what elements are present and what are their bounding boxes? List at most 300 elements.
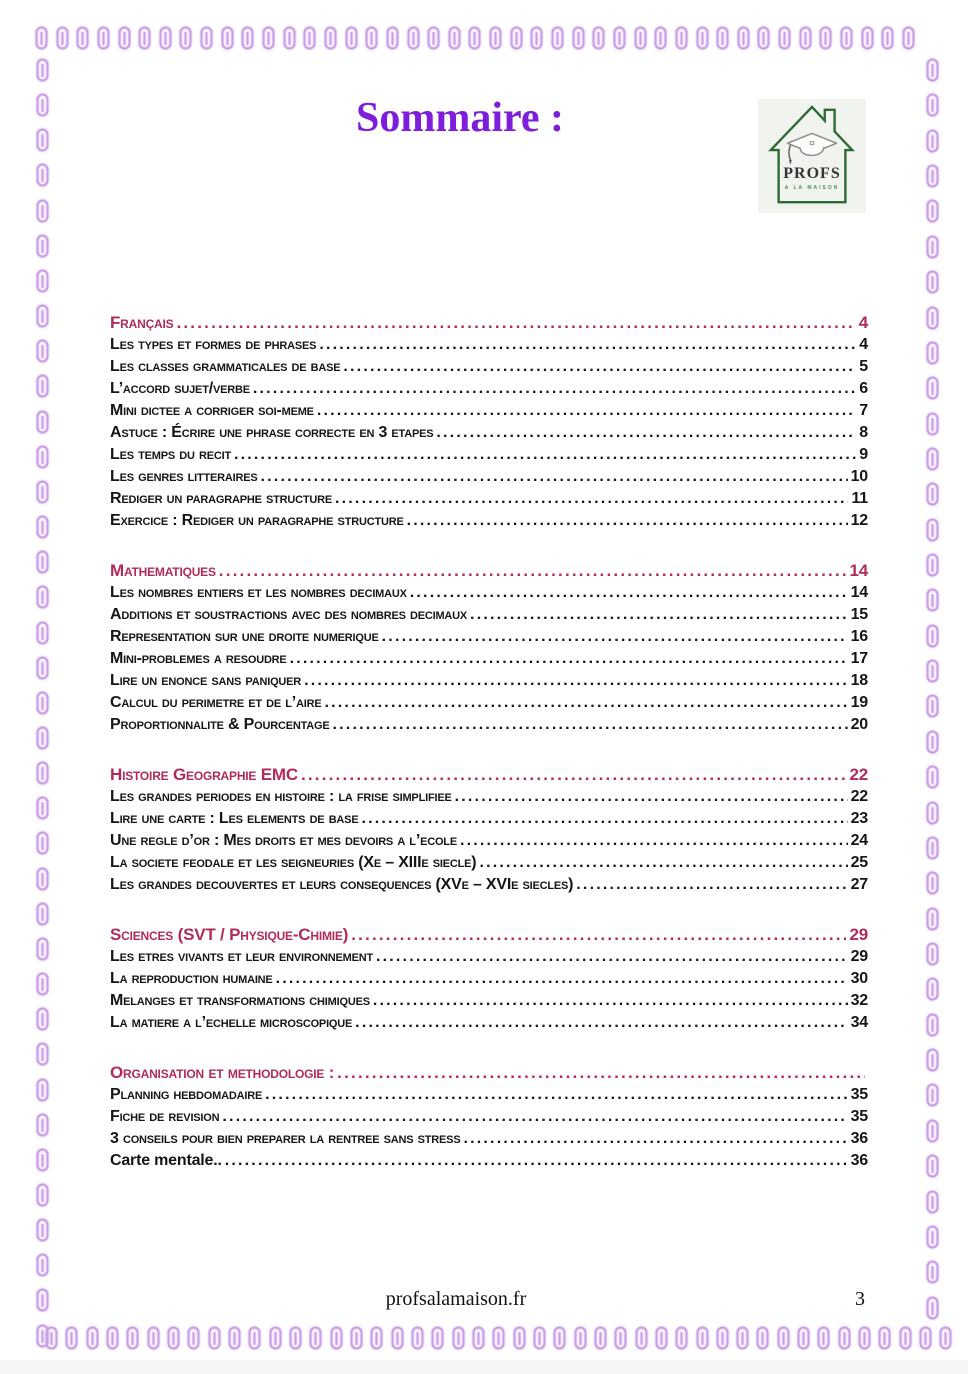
paperclip-icon xyxy=(696,1326,709,1350)
toc-entry-title: Les genres litteraires xyxy=(110,468,258,485)
paperclip-icon xyxy=(36,937,49,961)
paperclip-icon xyxy=(926,659,939,683)
toc-entry xyxy=(110,488,868,510)
paperclip-icon xyxy=(36,691,49,715)
paperclip-icon xyxy=(35,26,48,50)
toc-entry-title: Les nombres entiers et les nombres decimaux xyxy=(110,584,407,601)
toc-entry-page: 36 xyxy=(850,1152,868,1169)
paperclip-icon xyxy=(106,1326,119,1350)
toc-entry-title: Les grandes periodes en histoire : la frise simplifiee xyxy=(110,788,452,805)
leader-dots xyxy=(234,444,856,466)
leader-dots xyxy=(261,466,848,488)
toc-entry-page: 24 xyxy=(850,832,868,849)
paperclip-icon xyxy=(797,1326,810,1350)
paperclip-icon xyxy=(926,942,939,966)
paperclip-icon xyxy=(36,1078,49,1102)
toc-entry-title: Les types et formes de phrases xyxy=(110,336,317,353)
leader-dots xyxy=(333,714,848,736)
paperclip-icon xyxy=(36,550,49,574)
paperclip-icon xyxy=(36,515,49,539)
paperclip-icon xyxy=(36,902,49,926)
toc-entry xyxy=(110,422,868,444)
paperclip-icon xyxy=(147,1326,160,1350)
paperclip-icon xyxy=(926,1190,939,1214)
toc-section-heading xyxy=(110,764,868,786)
paperclip-icon xyxy=(36,58,49,82)
paperclip-icon xyxy=(777,1326,790,1350)
toc-entry-page: 27 xyxy=(850,876,868,893)
paperclip-icon xyxy=(926,1083,939,1107)
paperclip-icon xyxy=(36,410,49,434)
toc-section-heading xyxy=(110,924,868,946)
paperclip-icon xyxy=(926,129,939,153)
toc-entry xyxy=(110,1012,868,1034)
leader-dots xyxy=(455,786,848,808)
paperclip-icon xyxy=(510,26,523,50)
paperclip-icon xyxy=(36,1218,49,1242)
logo-subtitle: A LA MAISON xyxy=(784,185,840,191)
leader-dots xyxy=(253,378,856,400)
paperclip-icon xyxy=(756,1326,769,1350)
paperclip-icon xyxy=(36,1253,49,1277)
paperclip-icon xyxy=(861,26,874,50)
paperclip-icon xyxy=(926,58,939,82)
paperclip-icon xyxy=(840,26,853,50)
toc-entry-page: 34 xyxy=(850,1014,868,1031)
paperclip-icon xyxy=(36,1148,49,1172)
paperclip-icon xyxy=(757,26,770,50)
toc-entry-title: Representation sur une droite numerique xyxy=(110,628,379,645)
paperclip-icon xyxy=(36,1113,49,1137)
toc-entry-page: 25 xyxy=(850,854,868,871)
toc-entry-title: La reproduction humaine xyxy=(110,970,273,987)
toc-entry-title: La societe feodale et les seigneuries (Xe – XIIIe siecle) xyxy=(110,854,477,871)
leader-dots xyxy=(301,764,847,786)
paperclip-icon xyxy=(324,26,337,50)
paperclip-icon xyxy=(36,1042,49,1066)
paperclip-icon xyxy=(36,621,49,645)
paperclip-icon xyxy=(858,1326,871,1350)
toc-entry xyxy=(110,1106,868,1128)
toc-entry xyxy=(110,692,868,714)
toc-entry-title: Fiche de revision xyxy=(110,1108,220,1125)
paperclip-icon xyxy=(926,977,939,1001)
paperclip-icon xyxy=(411,1326,424,1350)
toc-section xyxy=(110,764,868,896)
paperclip-icon xyxy=(36,339,49,363)
paperclip-icon xyxy=(926,482,939,506)
paperclip-icon xyxy=(926,801,939,825)
paperclip-icon xyxy=(675,1326,688,1350)
toc-entry xyxy=(110,874,868,896)
paperclip-icon xyxy=(819,26,832,50)
toc-entry-page: 19 xyxy=(850,694,868,711)
paperclip-icon xyxy=(262,26,275,50)
toc-entry-page: 15 xyxy=(850,606,868,623)
paperclip-icon xyxy=(36,199,49,223)
paperclip-icon xyxy=(56,26,69,50)
paperclip-icon xyxy=(303,26,316,50)
paperclip-icon xyxy=(799,26,812,50)
toc-entry xyxy=(110,830,868,852)
paperclip-icon xyxy=(448,26,461,50)
paperclip-icon xyxy=(817,1326,830,1350)
paperclip-icon xyxy=(187,1326,200,1350)
paperclip-icon xyxy=(926,588,939,612)
paperclip-icon xyxy=(553,1326,566,1350)
paperclip-icon xyxy=(76,26,89,50)
toc-entry-page: 11 xyxy=(851,490,868,507)
leader-dots xyxy=(479,852,847,874)
paperclip-icon xyxy=(926,1048,939,1072)
leader-dots xyxy=(265,1084,848,1106)
leader-dots xyxy=(361,808,847,830)
paperclip-icon xyxy=(716,1326,729,1350)
toc-entry-title: Les temps du recit xyxy=(110,446,231,463)
toc-entry xyxy=(110,510,868,532)
toc-entry-page: 35 xyxy=(850,1086,868,1103)
paperclip-icon xyxy=(926,518,939,542)
paperclip-icon xyxy=(592,26,605,50)
leader-dots xyxy=(276,968,848,990)
paperclip-icon xyxy=(118,26,131,50)
paperclip-icon xyxy=(926,341,939,365)
leader-dots xyxy=(351,924,846,946)
toc-entry-page: 30 xyxy=(850,970,868,987)
paperclip-icon xyxy=(926,376,939,400)
paperclip-icon xyxy=(655,1326,668,1350)
toc-entry-title: Les grandes decouvertes et leurs consequences (XVe – XVIe siecles) xyxy=(110,876,574,893)
paperclip-icon xyxy=(489,26,502,50)
leader-dots xyxy=(304,670,848,692)
paperclip-icon xyxy=(926,1260,939,1284)
paperclip-icon xyxy=(654,26,667,50)
paperclip-icon xyxy=(452,1326,465,1350)
paperclip-icon xyxy=(36,480,49,504)
toc-entry-page: 12 xyxy=(850,512,868,529)
paperclip-icon xyxy=(838,1326,851,1350)
paperclip-icon xyxy=(407,26,420,50)
toc-entry xyxy=(110,1084,868,1106)
toc-section-heading xyxy=(110,560,868,582)
toc-section-heading-title: Histoire Geographie EMC xyxy=(110,765,298,784)
paperclip-icon xyxy=(492,1326,505,1350)
toc-entry-title: Astuce : Écrire une phrase correcte en 3 etapes xyxy=(110,424,434,441)
toc-entry-page: 16 xyxy=(850,628,868,645)
paperclip-icon xyxy=(138,26,151,50)
leader-dots xyxy=(382,626,848,648)
toc-entry xyxy=(110,466,868,488)
paperclip-icon xyxy=(899,1326,912,1350)
paperclip-icon xyxy=(97,26,110,50)
toc-entry-page: 22 xyxy=(850,788,868,805)
toc-entry-page: 6 xyxy=(859,380,868,397)
toc-entry xyxy=(110,356,868,378)
toc-entry-title: Lire un enonce sans paniquer xyxy=(110,672,302,689)
decorative-border-top xyxy=(35,26,915,50)
toc-entry xyxy=(110,808,868,830)
paperclip-icon xyxy=(926,836,939,860)
leader-dots xyxy=(410,582,848,604)
toc-entry xyxy=(110,786,868,808)
paperclip-icon xyxy=(159,26,172,50)
toc-section-heading xyxy=(110,312,868,334)
toc-entry xyxy=(110,946,868,968)
paperclip-icon xyxy=(696,26,709,50)
paperclip-icon xyxy=(391,1326,404,1350)
graduation-cap-icon xyxy=(787,133,836,164)
paperclip-icon xyxy=(902,26,915,50)
paperclip-icon xyxy=(919,1326,932,1350)
paperclip-icon xyxy=(309,1326,322,1350)
paperclip-icon xyxy=(167,1326,180,1350)
paperclip-icon xyxy=(737,26,750,50)
paperclip-icon xyxy=(926,1225,939,1249)
paperclip-icon xyxy=(36,128,49,152)
leader-dots xyxy=(219,560,847,582)
paperclip-icon xyxy=(36,656,49,680)
house-icon xyxy=(758,99,866,213)
paperclip-icon xyxy=(36,831,49,855)
toc-entry-page: 20 xyxy=(850,716,868,733)
toc-entry-page: 8 xyxy=(859,424,868,441)
toc-entry-page: 29 xyxy=(850,948,868,965)
paperclip-icon xyxy=(36,269,49,293)
paperclip-icon xyxy=(594,1326,607,1350)
paperclip-icon xyxy=(881,26,894,50)
toc-section xyxy=(110,312,868,532)
toc-entry-title: Melanges et transformations chimiques xyxy=(110,992,370,1009)
leader-dots xyxy=(355,1012,847,1034)
paperclip-icon xyxy=(365,26,378,50)
leader-dots xyxy=(319,334,856,356)
leader-dots xyxy=(317,400,856,422)
paperclip-icon xyxy=(513,1326,526,1350)
paperclip-icon xyxy=(926,1013,939,1037)
paperclip-icon xyxy=(427,26,440,50)
leader-dots xyxy=(576,874,847,896)
leader-dots xyxy=(335,488,848,510)
toc-entry-title: Rediger un paragraphe structure xyxy=(110,490,332,507)
toc-entry-page: 14 xyxy=(850,584,868,601)
toc-entry-title: Lire une carte : Les elements de base xyxy=(110,810,359,827)
paperclip-icon xyxy=(716,26,729,50)
paperclip-icon xyxy=(736,1326,749,1350)
paperclip-icon xyxy=(36,445,49,469)
leader-dots xyxy=(373,990,848,1012)
paperclip-icon xyxy=(574,1326,587,1350)
paperclip-icon xyxy=(221,26,234,50)
leader-dots xyxy=(337,1062,865,1084)
paperclip-icon xyxy=(65,1326,78,1350)
leader-dots xyxy=(407,510,848,532)
toc-entry xyxy=(110,626,868,648)
paperclip-icon xyxy=(926,907,939,931)
toc-entry xyxy=(110,648,868,670)
paperclip-icon xyxy=(386,26,399,50)
toc-entry xyxy=(110,714,868,736)
toc-section-heading-title: Sciences (SVT / Physique-Chimie) xyxy=(110,925,349,944)
footer-page-number: 3 xyxy=(855,1288,865,1310)
paperclip-icon xyxy=(926,447,939,471)
paperclip-icon xyxy=(370,1326,383,1350)
paperclip-icon xyxy=(283,26,296,50)
toc-section-heading-page: 22 xyxy=(849,765,868,784)
paperclip-icon xyxy=(634,26,647,50)
paperclip-icon xyxy=(36,93,49,117)
toc-entry-title: Proportionnalite & Pourcentage xyxy=(110,716,330,733)
paperclip-icon xyxy=(926,624,939,648)
paperclip-icon xyxy=(241,26,254,50)
toc-entry-title: Les classes grammaticales de base xyxy=(110,358,341,375)
toc-entry-title: Carte mentale.. xyxy=(110,1152,222,1169)
paperclip-icon xyxy=(36,761,49,785)
toc-entry-title: Mini-problemes a resoudre xyxy=(110,650,287,667)
paperclip-icon xyxy=(36,726,49,750)
paperclip-icon xyxy=(926,553,939,577)
paperclip-icon xyxy=(530,26,543,50)
paperclip-icon xyxy=(926,93,939,117)
toc-entry-page: 5 xyxy=(859,358,868,375)
paperclip-icon xyxy=(926,306,939,330)
toc-entry-page: 4 xyxy=(859,336,868,353)
decorative-border-left xyxy=(36,58,49,1348)
leader-dots xyxy=(436,422,856,444)
toc-entry-title: La matiere a l’echelle microscopique xyxy=(110,1014,353,1031)
page-title: Sommaire : xyxy=(355,95,564,141)
toc-entry xyxy=(110,604,868,626)
leader-dots xyxy=(376,946,848,968)
toc-entry-title: Additions et soustractions avec des nombres decimaux xyxy=(110,606,468,623)
paperclip-icon xyxy=(86,1326,99,1350)
paperclip-icon xyxy=(36,1183,49,1207)
toc-entry-page: 9 xyxy=(859,446,868,463)
paperclip-icon xyxy=(551,26,564,50)
leader-dots xyxy=(225,1150,848,1172)
paperclip-icon xyxy=(926,270,939,294)
paperclip-icon xyxy=(179,26,192,50)
leader-dots xyxy=(222,1106,847,1128)
paperclip-icon xyxy=(36,234,49,258)
toc-entry xyxy=(110,670,868,692)
paperclip-icon xyxy=(228,1326,241,1350)
logo-text: PROFS xyxy=(783,165,841,182)
paperclip-icon xyxy=(208,1326,221,1350)
paperclip-icon xyxy=(36,163,49,187)
toc-section-heading-title: Mathematiques xyxy=(110,561,216,580)
paperclip-icon xyxy=(468,26,481,50)
toc-entry-page: 17 xyxy=(850,650,868,667)
paperclip-icon xyxy=(36,374,49,398)
toc-entry-title: 3 conseils pour bien preparer la rentree sans stress xyxy=(110,1130,461,1147)
toc-entry-page: 36 xyxy=(850,1130,868,1147)
paperclip-icon xyxy=(926,765,939,789)
paperclip-icon xyxy=(878,1326,891,1350)
paperclip-icon xyxy=(926,871,939,895)
toc-entry xyxy=(110,444,868,466)
toc-section xyxy=(110,1062,868,1172)
decorative-border-right xyxy=(926,58,939,1320)
toc-entry-page: 10 xyxy=(850,468,868,485)
paperclip-icon xyxy=(926,730,939,754)
toc-section xyxy=(110,560,868,736)
paperclip-icon xyxy=(926,1296,939,1320)
leader-dots xyxy=(470,604,848,626)
toc-section-heading-page: 4 xyxy=(858,313,868,332)
paperclip-icon xyxy=(36,796,49,820)
toc-entry-title: Les etres vivants et leur environnement xyxy=(110,948,373,965)
paperclip-icon xyxy=(126,1326,139,1350)
toc-entry xyxy=(110,334,868,356)
paperclip-icon xyxy=(36,585,49,609)
table-of-contents xyxy=(110,312,868,1172)
paperclip-icon xyxy=(926,1119,939,1143)
leader-dots xyxy=(325,692,848,714)
paperclip-icon xyxy=(269,1326,282,1350)
paperclip-icon xyxy=(926,235,939,259)
profs-a-la-maison-logo xyxy=(758,99,866,213)
footer-site-url: profsalamaison.fr xyxy=(385,1288,527,1310)
leader-dots xyxy=(290,648,848,670)
toc-entry-title: Calcul du perimetre et de l’aire xyxy=(110,694,322,711)
paperclip-icon xyxy=(36,1324,49,1348)
paperclip-icon xyxy=(36,867,49,891)
paperclip-icon xyxy=(926,164,939,188)
paperclip-icon xyxy=(926,199,939,223)
toc-entry-page: 18 xyxy=(850,672,868,689)
paperclip-icon xyxy=(926,412,939,436)
paperclip-icon xyxy=(675,26,688,50)
paperclip-icon xyxy=(614,1326,627,1350)
leader-dots xyxy=(463,1128,847,1150)
toc-section-heading-page: 14 xyxy=(849,561,868,580)
toc-entry xyxy=(110,968,868,990)
paperclip-icon xyxy=(350,1326,363,1350)
paperclip-icon xyxy=(330,1326,343,1350)
paperclip-icon xyxy=(572,26,585,50)
toc-section-heading xyxy=(110,1062,868,1084)
decorative-border-bottom xyxy=(45,1326,953,1350)
paperclip-icon xyxy=(635,1326,648,1350)
toc-entry xyxy=(110,1150,868,1172)
paperclip-icon xyxy=(36,972,49,996)
toc-entry-title: Une regle d’or : Mes droits et mes devoirs a l’ecole xyxy=(110,832,457,849)
leader-dots xyxy=(460,830,848,852)
toc-section-heading-title: Français xyxy=(110,313,174,332)
toc-entry-page: 7 xyxy=(859,402,868,419)
paperclip-icon xyxy=(36,304,49,328)
paperclip-icon xyxy=(778,26,791,50)
paperclip-icon xyxy=(200,26,213,50)
leader-dots xyxy=(343,356,856,378)
page-edge-strip xyxy=(0,1360,968,1374)
paperclip-icon xyxy=(939,1326,952,1350)
toc-entry xyxy=(110,378,868,400)
toc-entry-page: 35 xyxy=(850,1108,868,1125)
toc-entry-title: Exercice : Rediger un paragraphe structure xyxy=(110,512,404,529)
paperclip-icon xyxy=(431,1326,444,1350)
toc-entry-page: 23 xyxy=(850,810,868,827)
toc-section-heading-page: 29 xyxy=(849,925,868,944)
toc-entry xyxy=(110,582,868,604)
paperclip-icon xyxy=(36,1007,49,1031)
paperclip-icon xyxy=(926,694,939,718)
toc-section xyxy=(110,924,868,1034)
toc-entry-page: 32 xyxy=(850,992,868,1009)
toc-entry-title: Planning hebdomadaire xyxy=(110,1086,263,1103)
toc-entry xyxy=(110,400,868,422)
paperclip-icon xyxy=(926,1154,939,1178)
